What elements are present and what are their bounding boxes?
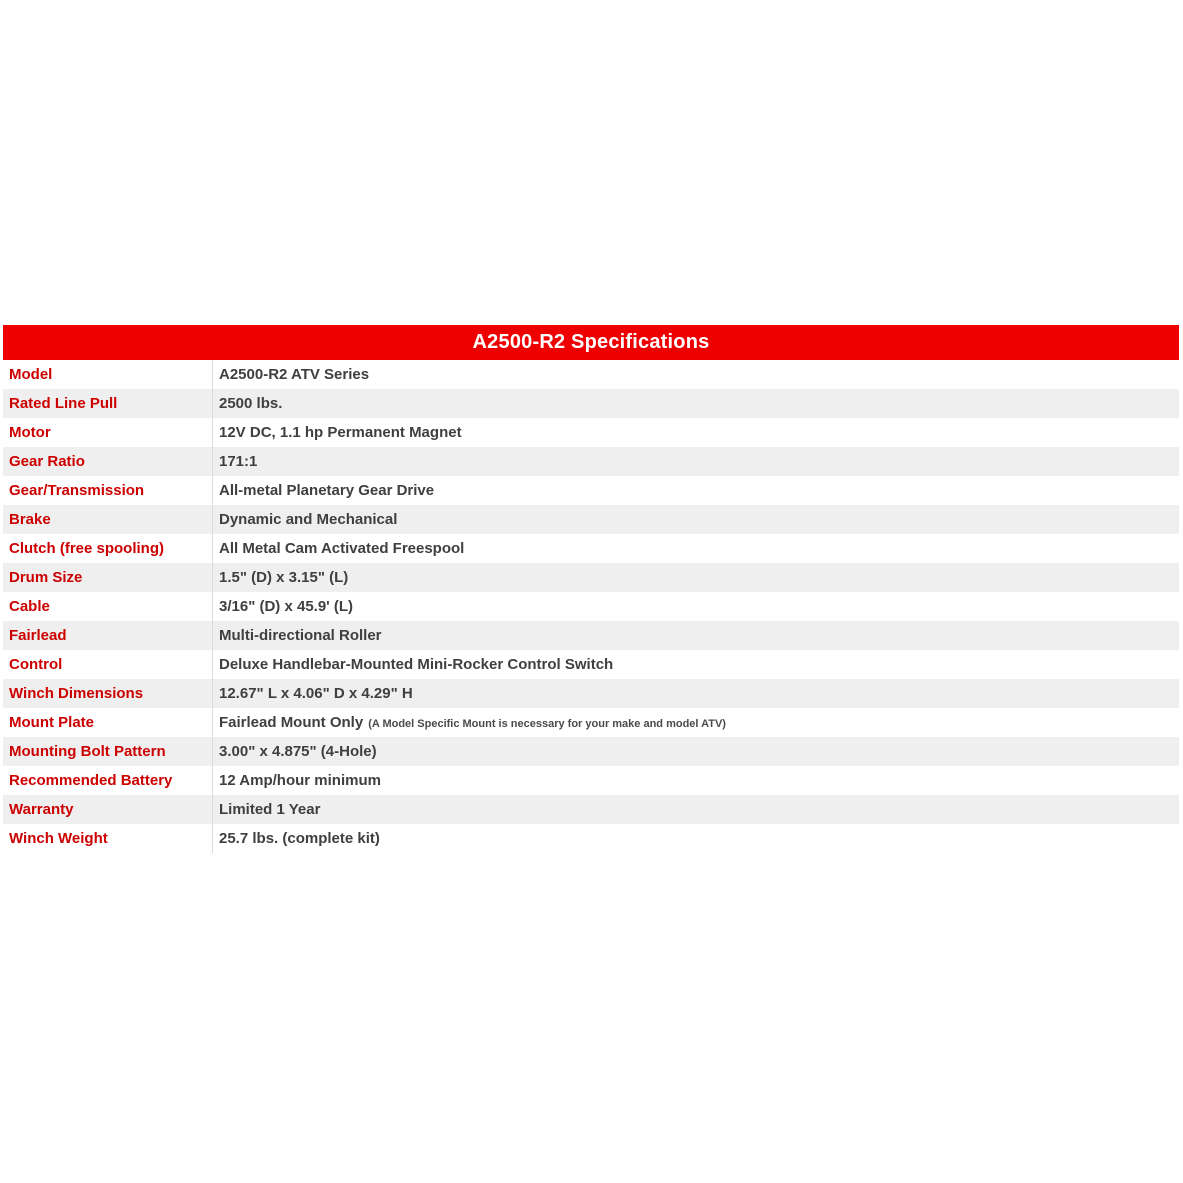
spec-value: 12 Amp/hour minimum [219,772,381,789]
table-row [3,679,1179,708]
table-header [3,325,1179,360]
spec-value-cell [213,679,1179,708]
spec-value: All Metal Cam Activated Freespool [219,540,465,557]
spec-label: Gear Ratio [3,447,213,476]
spec-value-cell [213,824,1179,853]
spec-label: Winch Weight [3,824,213,853]
spec-value: 171:1 [219,453,258,470]
spec-value: 12.67" L x 4.06" D x 4.29" H [219,685,413,702]
spec-value: Deluxe Handlebar-Mounted Mini-Rocker Control Switch [219,656,614,673]
spec-label: Rated Line Pull [3,389,213,418]
spec-label: Clutch (free spooling) [3,534,213,563]
spec-value: Dynamic and Mechanical [219,511,398,528]
spec-value-cell [213,418,1179,447]
spec-label: Mount Plate [3,708,213,737]
spec-label: Fairlead [3,621,213,650]
spec-label: Warranty [3,795,213,824]
spec-label: Winch Dimensions [3,679,213,708]
table-row [3,737,1179,766]
spec-value: 1.5" (D) x 3.15" (L) [219,569,349,586]
spec-value-cell [213,737,1179,766]
spec-value: 3.00" x 4.875" (4-Hole) [219,743,377,760]
table-row [3,534,1179,563]
table-row [3,360,1179,389]
spec-label: Brake [3,505,213,534]
spec-value-cell [213,708,1179,737]
table-row [3,795,1179,824]
table-row [3,476,1179,505]
spec-value-cell [213,795,1179,824]
table-row [3,447,1179,476]
spec-note: (A Model Specific Mount is necessary for your make and model ATV) [368,718,726,730]
spec-value-cell [213,447,1179,476]
spec-value-cell [213,534,1179,563]
spec-value: A2500-R2 ATV Series [219,366,370,383]
table-row [3,766,1179,795]
spec-value: 2500 lbs. [219,395,283,412]
table-title: A2500-R2 Specifications [472,331,710,353]
spec-value-cell [213,650,1179,679]
spec-value: 25.7 lbs. (complete kit) [219,830,380,847]
table-row [3,563,1179,592]
spec-value-cell [213,766,1179,795]
spec-value: 3/16" (D) x 45.9' (L) [219,598,354,615]
spec-value: Fairlead Mount Only [219,714,364,731]
spec-value: Limited 1 Year [219,801,321,818]
spec-label: Cable [3,592,213,621]
spec-value-cell [213,389,1179,418]
spec-label: Control [3,650,213,679]
spec-value-cell [213,621,1179,650]
table-row [3,592,1179,621]
spec-label: Drum Size [3,563,213,592]
spec-value-cell [213,360,1179,389]
spec-value-cell [213,563,1179,592]
spec-label: Model [3,360,213,389]
spec-value: All-metal Planetary Gear Drive [219,482,435,499]
table-row [3,621,1179,650]
spec-label: Mounting Bolt Pattern [3,737,213,766]
spec-label: Motor [3,418,213,447]
spec-value-cell [213,505,1179,534]
table-row [3,650,1179,679]
table-row [3,505,1179,534]
table-row [3,708,1179,737]
spec-value-cell [213,592,1179,621]
spec-table [3,325,1179,853]
table-row [3,389,1179,418]
spec-value: 12V DC, 1.1 hp Permanent Magnet [219,424,462,441]
spec-label: Recommended Battery [3,766,213,795]
table-body [3,360,1179,853]
spec-value: Multi-directional Roller [219,627,382,644]
table-row [3,824,1179,853]
table-row [3,418,1179,447]
spec-value-cell [213,476,1179,505]
spec-label: Gear/Transmission [3,476,213,505]
